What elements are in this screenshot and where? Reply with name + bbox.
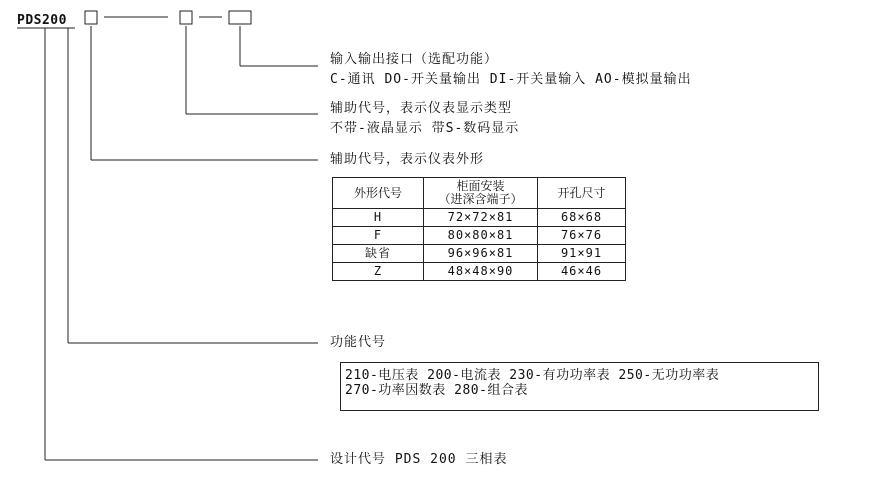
cell-panel-mount: 96×96×81: [424, 245, 538, 263]
code-box-io: [229, 11, 251, 24]
function-code-box: [340, 362, 819, 411]
cell-shape-code: H: [333, 209, 424, 227]
cell-shape-code: 缺省: [333, 245, 424, 263]
shape-code-title: 辅助代号，表示仪表外形: [330, 152, 485, 167]
cell-cutout-size: 76×76: [538, 227, 626, 245]
header-cutout-size: 开孔尺寸: [538, 178, 626, 209]
cell-shape-code: Z: [333, 263, 424, 281]
cell-panel-mount: 72×72×81: [424, 209, 538, 227]
header-panel-mount: [424, 178, 538, 209]
display-type-title: 辅助代号，表示仪表显示类型: [330, 101, 513, 116]
table-header-row: [333, 178, 626, 209]
table-row: [333, 209, 626, 227]
table-row: [333, 263, 626, 281]
cell-cutout-size: 91×91: [538, 245, 626, 263]
code-box-display: [180, 11, 192, 24]
io-interface-title: 输入输出接口（选配功能）: [330, 52, 499, 67]
shape-spec-table: [332, 177, 626, 281]
cell-panel-mount: 48×48×90: [424, 263, 538, 281]
function-code-title: 功能代号: [330, 335, 387, 350]
header-panel-mount-line1: 柜面安装: [456, 179, 505, 193]
function-code-line1: 210-电压表 200-电流表 230-有功功率表 250-无功功率表: [345, 368, 720, 383]
io-interface-options: C-通讯 DO-开关量输出 DI-开关量输入 AO-模拟量输出: [330, 72, 692, 87]
display-type-options: 不带-液晶显示 带S-数码显示: [330, 121, 520, 136]
header-panel-mount-line2: （进深含端子）: [438, 192, 523, 206]
cell-shape-code: F: [333, 227, 424, 245]
code-box-shape: [85, 11, 97, 24]
cell-cutout-size: 46×46: [538, 263, 626, 281]
cell-cutout-size: 68×68: [538, 209, 626, 227]
design-code-title: 设计代号 PDS 200 三相表: [330, 452, 508, 467]
table-row: [333, 245, 626, 263]
header-shape-code: 外形代号: [333, 178, 424, 209]
model-code: PDS200: [17, 13, 67, 28]
function-code-line2: 270-功率因数表 280-组合表: [345, 383, 528, 398]
table-row: [333, 227, 626, 245]
cell-panel-mount: 80×80×81: [424, 227, 538, 245]
